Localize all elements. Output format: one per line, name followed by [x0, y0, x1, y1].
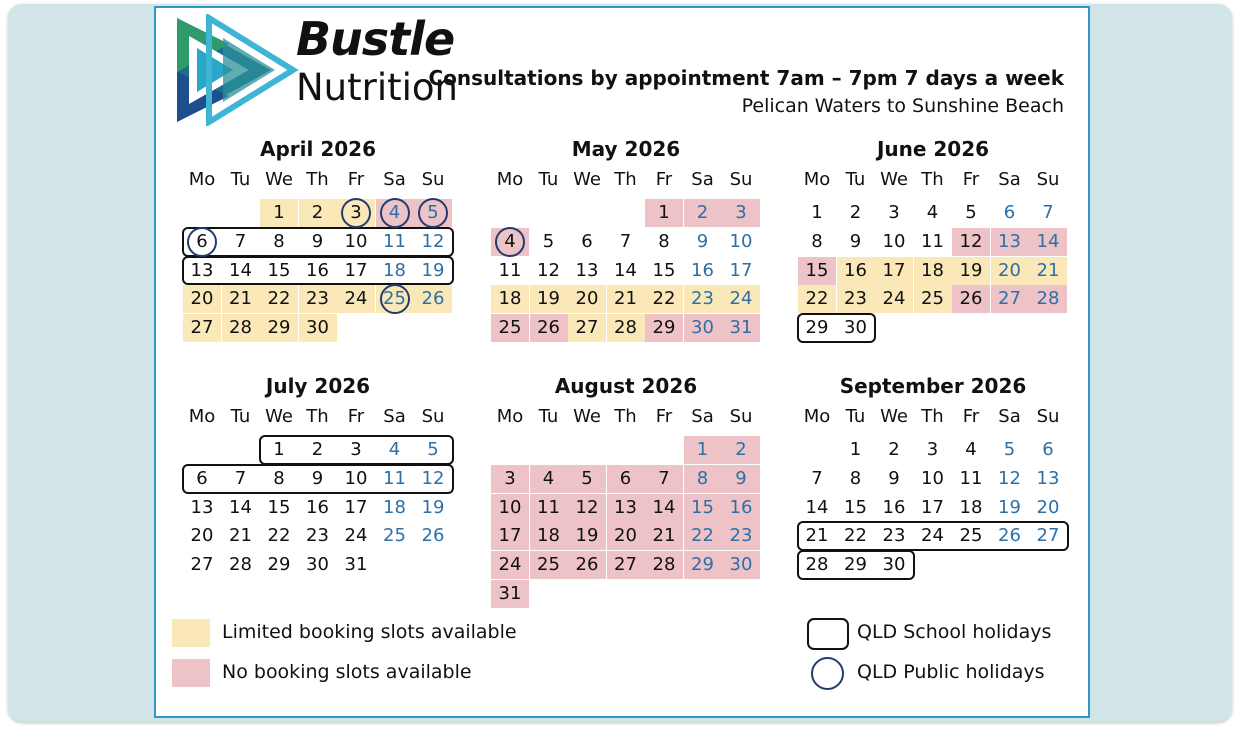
day-cell: 28: [1029, 285, 1067, 313]
day-cell: 6: [196, 230, 208, 252]
day-cell: 27: [1036, 525, 1060, 547]
day-cell: 6: [581, 230, 593, 252]
day-cell: 28: [645, 551, 683, 579]
day-cell: 17: [875, 257, 913, 285]
public-holiday-circle: [380, 198, 410, 228]
day-cell: 19: [568, 522, 606, 550]
day-cell: 31: [491, 580, 529, 608]
weekday-header: Fr: [347, 406, 365, 427]
weekday-header: Sa: [691, 406, 714, 427]
weekday-header: We: [880, 169, 908, 190]
day-cell: 21: [805, 525, 829, 547]
month-title: September 2026: [839, 374, 1027, 398]
day-cell: 25: [530, 551, 568, 579]
day-cell: 29: [844, 554, 867, 576]
day-cell: 6: [1003, 202, 1016, 223]
weekday-header: Mo: [803, 169, 831, 190]
day-cell: 23: [684, 285, 722, 313]
day-cell: 14: [645, 494, 683, 522]
day-cell: 30: [844, 317, 867, 339]
weekday-header: Fr: [655, 169, 673, 190]
month-september-2026: [798, 374, 1068, 614]
weekday-header: We: [265, 169, 293, 190]
month-april-2026: [183, 137, 453, 377]
weekday-header: Mo: [803, 406, 831, 427]
weekday-header: Tu: [845, 406, 866, 427]
day-cell: 1: [684, 436, 722, 464]
day-cell: 24: [337, 285, 375, 313]
day-cell: 24: [344, 525, 368, 547]
day-cell: 20: [190, 525, 214, 547]
legend-limited-label: Limited booking slots available: [222, 621, 517, 643]
weekday-header: Tu: [230, 406, 251, 427]
school-holiday-outline: [182, 256, 454, 286]
day-cell: 14: [805, 496, 829, 518]
public-holiday-circle: [380, 284, 410, 314]
day-cell: 15: [652, 259, 676, 281]
day-cell: 5: [1003, 439, 1016, 460]
day-cell: 12: [421, 467, 445, 489]
month-july-2026: [183, 374, 453, 614]
day-cell: 26: [421, 525, 445, 547]
weekday-header: Tu: [538, 406, 559, 427]
weekday-header: We: [880, 406, 908, 427]
legend-school-swatch: [807, 618, 849, 650]
day-cell: 11: [921, 230, 944, 252]
day-cell: 10: [882, 230, 906, 252]
day-cell: 18: [959, 496, 983, 518]
legend-public-swatch: [811, 657, 844, 690]
weekday-header: Su: [421, 169, 445, 190]
day-cell: 17: [491, 522, 529, 550]
day-cell: 13: [575, 259, 599, 281]
day-cell: 7: [234, 467, 247, 489]
school-holiday-outline: [182, 227, 454, 257]
day-cell: 18: [914, 257, 952, 285]
day-cell: 16: [722, 494, 760, 522]
day-cell: 17: [344, 496, 368, 518]
day-cell: 20: [1036, 496, 1060, 518]
day-cell: 6: [196, 467, 208, 489]
month-title: July 2026: [265, 374, 371, 398]
weekday-header: Su: [729, 406, 753, 427]
weekday-header: Th: [306, 169, 329, 190]
legend-none-label: No booking slots available: [222, 661, 472, 683]
weekday-header: Tu: [845, 169, 866, 190]
day-cell: 31: [344, 554, 368, 576]
day-cell: 2: [849, 202, 862, 223]
day-cell: 6: [1042, 439, 1054, 460]
day-cell: 1: [849, 439, 862, 460]
day-cell: 4: [376, 199, 414, 227]
weekday-header: Fr: [962, 406, 980, 427]
day-cell: 8: [273, 230, 285, 252]
public-holiday-circle: [187, 227, 217, 257]
day-cell: 1: [811, 202, 823, 223]
day-cell: 10: [921, 467, 944, 489]
day-cell: 20: [568, 285, 606, 313]
day-cell: 20: [991, 257, 1029, 285]
day-cell: 30: [684, 314, 722, 342]
day-cell: 13: [1036, 467, 1060, 489]
day-cell: 30: [299, 314, 337, 342]
day-cell: 2: [722, 436, 760, 464]
day-cell: 9: [696, 230, 709, 252]
day-cell: 12: [537, 259, 560, 281]
day-cell: 2: [299, 199, 337, 227]
legend-public-label: QLD Public holidays: [857, 661, 1045, 683]
day-cell: 11: [959, 467, 983, 489]
day-cell: 4: [965, 439, 977, 460]
day-cell: 27: [190, 554, 214, 576]
day-cell: 21: [222, 285, 260, 313]
day-cell: 11: [383, 230, 406, 252]
day-cell: 20: [607, 522, 645, 550]
school-holiday-outline: [797, 521, 1069, 551]
weekday-header: Fr: [347, 169, 365, 190]
day-cell: 9: [311, 230, 324, 252]
weekday-header: Su: [1036, 406, 1060, 427]
legend-limited-swatch: [172, 619, 210, 647]
day-cell: 16: [837, 257, 875, 285]
weekday-header: Th: [614, 169, 637, 190]
day-cell: 1: [645, 199, 683, 227]
day-cell: 24: [722, 285, 760, 313]
day-cell: 18: [383, 496, 406, 518]
day-cell: 19: [952, 257, 990, 285]
day-cell: 14: [229, 496, 252, 518]
day-cell: 21: [645, 522, 683, 550]
day-cell: 22: [684, 522, 722, 550]
school-holiday-outline: [797, 313, 876, 343]
day-cell: 8: [849, 467, 862, 489]
day-cell: 23: [306, 525, 329, 547]
day-cell: 30: [306, 554, 329, 576]
day-cell: 24: [491, 551, 529, 579]
brand-name-line2: Nutrition: [296, 66, 459, 109]
day-cell: 29: [805, 317, 829, 339]
day-cell: 7: [234, 230, 247, 252]
day-cell: 29: [260, 314, 298, 342]
day-cell: 12: [568, 494, 606, 522]
day-cell: 30: [882, 554, 906, 576]
weekday-header: Su: [729, 169, 753, 190]
school-holiday-outline: [182, 464, 454, 494]
day-cell: 15: [267, 496, 291, 518]
weekday-header: Fr: [655, 406, 673, 427]
day-cell: 25: [376, 285, 414, 313]
day-cell: 10: [491, 494, 529, 522]
weekday-header: Su: [1036, 169, 1060, 190]
day-cell: 5: [965, 202, 977, 223]
day-cell: 18: [491, 285, 529, 313]
legend-school-label: QLD School holidays: [857, 621, 1052, 643]
weekday-header: Th: [921, 169, 944, 190]
day-cell: 11: [383, 467, 406, 489]
weekday-header: Th: [614, 406, 637, 427]
school-holiday-outline: [797, 550, 915, 580]
weekday-header: Th: [306, 406, 329, 427]
day-cell: 16: [306, 496, 329, 518]
day-cell: 22: [844, 525, 867, 547]
weekday-header: Sa: [691, 169, 714, 190]
day-cell: 15: [684, 494, 722, 522]
day-cell: 23: [837, 285, 875, 313]
day-cell: 7: [1042, 202, 1054, 223]
day-cell: 17: [921, 496, 944, 518]
day-cell: 3: [926, 439, 939, 460]
month-title: May 2026: [571, 137, 681, 161]
day-cell: 22: [260, 285, 298, 313]
day-cell: 7: [619, 230, 632, 252]
day-cell: 16: [882, 496, 906, 518]
day-cell: 4: [491, 228, 529, 256]
day-cell: 27: [568, 314, 606, 342]
day-cell: 26: [530, 314, 568, 342]
day-cell: 20: [183, 285, 221, 313]
weekday-header: We: [573, 406, 601, 427]
day-cell: 29: [684, 551, 722, 579]
day-cell: 8: [658, 230, 670, 252]
day-cell: 6: [607, 465, 645, 493]
day-cell: 13: [190, 496, 214, 518]
legend-none-swatch: [172, 659, 210, 687]
month-june-2026: [798, 137, 1068, 377]
day-cell: 7: [811, 467, 823, 489]
weekday-header: Tu: [230, 169, 251, 190]
day-cell: 9: [888, 467, 900, 489]
day-cell: 16: [691, 259, 714, 281]
weekday-header: Mo: [188, 169, 216, 190]
day-cell: 15: [798, 257, 836, 285]
day-cell: 23: [299, 285, 337, 313]
day-cell: 19: [421, 259, 445, 281]
day-cell: 4: [530, 465, 568, 493]
month-title: August 2026: [554, 374, 698, 398]
weekday-header: Fr: [962, 169, 980, 190]
day-cell: 22: [798, 285, 836, 313]
day-cell: 3: [350, 439, 362, 460]
public-holiday-circle: [495, 227, 525, 257]
day-cell: 2: [684, 199, 722, 227]
weekday-header: Su: [421, 406, 445, 427]
day-cell: 28: [222, 314, 260, 342]
weekday-header: Sa: [998, 406, 1021, 427]
day-cell: 4: [388, 439, 401, 460]
day-cell: 17: [729, 259, 753, 281]
school-holiday-outline: [259, 435, 454, 465]
day-cell: 14: [229, 259, 252, 281]
day-cell: 21: [1029, 257, 1067, 285]
day-cell: 8: [684, 465, 722, 493]
day-cell: 26: [952, 285, 990, 313]
day-cell: 1: [260, 199, 298, 227]
day-cell: 27: [183, 314, 221, 342]
day-cell: 25: [914, 285, 952, 313]
day-cell: 14: [1029, 228, 1067, 256]
weekday-header: Sa: [383, 406, 406, 427]
day-cell: 23: [882, 525, 906, 547]
day-cell: 2: [888, 439, 900, 460]
day-cell: 14: [614, 259, 637, 281]
day-cell: 11: [530, 494, 568, 522]
day-cell: 25: [959, 525, 983, 547]
day-cell: 28: [229, 554, 252, 576]
day-cell: 13: [607, 494, 645, 522]
day-cell: 7: [645, 465, 683, 493]
day-cell: 12: [421, 230, 445, 252]
day-cell: 5: [427, 439, 439, 460]
day-cell: 9: [849, 230, 862, 252]
day-cell: 28: [805, 554, 829, 576]
day-cell: 30: [722, 551, 760, 579]
day-cell: 8: [273, 467, 285, 489]
day-cell: 29: [645, 314, 683, 342]
day-cell: 9: [722, 465, 760, 493]
day-cell: 12: [952, 228, 990, 256]
day-cell: 5: [542, 230, 555, 252]
day-cell: 22: [267, 525, 291, 547]
day-cell: 15: [844, 496, 867, 518]
day-cell: 3: [337, 199, 375, 227]
day-cell: 5: [568, 465, 606, 493]
day-cell: 24: [921, 525, 944, 547]
weekday-header: Mo: [496, 406, 524, 427]
month-title: June 2026: [876, 137, 990, 161]
day-cell: 19: [998, 496, 1021, 518]
day-cell: 26: [414, 285, 452, 313]
day-cell: 8: [811, 230, 823, 252]
weekday-header: Sa: [383, 169, 406, 190]
day-cell: 25: [383, 525, 406, 547]
day-cell: 19: [530, 285, 568, 313]
weekday-header: Sa: [998, 169, 1021, 190]
day-cell: 29: [267, 554, 291, 576]
public-holiday-circle: [418, 198, 448, 228]
day-cell: 21: [229, 525, 252, 547]
day-cell: 27: [607, 551, 645, 579]
month-august-2026: [491, 374, 761, 614]
day-cell: 24: [875, 285, 913, 313]
brand-name-line1: Bustle: [296, 12, 455, 66]
day-cell: 15: [267, 259, 291, 281]
day-cell: 23: [722, 522, 760, 550]
day-cell: 5: [414, 199, 452, 227]
day-cell: 2: [311, 439, 324, 460]
day-cell: 18: [383, 259, 406, 281]
day-cell: 16: [306, 259, 329, 281]
day-cell: 13: [190, 259, 214, 281]
day-cell: 13: [991, 228, 1029, 256]
day-cell: 9: [311, 467, 324, 489]
day-cell: 28: [607, 314, 645, 342]
day-cell: 22: [645, 285, 683, 313]
day-cell: 11: [498, 259, 522, 281]
day-cell: 18: [530, 522, 568, 550]
weekday-header: We: [265, 406, 293, 427]
day-cell: 3: [888, 202, 900, 223]
day-cell: 3: [491, 465, 529, 493]
weekday-header: Th: [921, 406, 944, 427]
weekday-header: Mo: [496, 169, 524, 190]
day-cell: 3: [722, 199, 760, 227]
day-cell: 21: [607, 285, 645, 313]
day-cell: 27: [991, 285, 1029, 313]
day-cell: 4: [926, 202, 939, 223]
service-area: Pelican Waters to Sunshine Beach: [741, 95, 1064, 117]
weekday-header: Tu: [538, 169, 559, 190]
day-cell: 10: [729, 230, 753, 252]
month-title: April 2026: [260, 137, 376, 161]
day-cell: 17: [344, 259, 368, 281]
day-cell: 19: [421, 496, 445, 518]
day-cell: 1: [273, 439, 285, 460]
day-cell: 31: [722, 314, 760, 342]
day-cell: 10: [344, 230, 368, 252]
month-may-2026: [491, 137, 761, 377]
day-cell: 26: [998, 525, 1021, 547]
weekday-header: Mo: [188, 406, 216, 427]
day-cell: 10: [344, 467, 368, 489]
weekday-header: We: [573, 169, 601, 190]
day-cell: 12: [998, 467, 1021, 489]
day-cell: 26: [568, 551, 606, 579]
consultation-hours: Consultations by appointment 7am – 7pm 7 days a week: [428, 66, 1064, 90]
public-holiday-circle: [341, 198, 371, 228]
day-cell: 25: [491, 314, 529, 342]
